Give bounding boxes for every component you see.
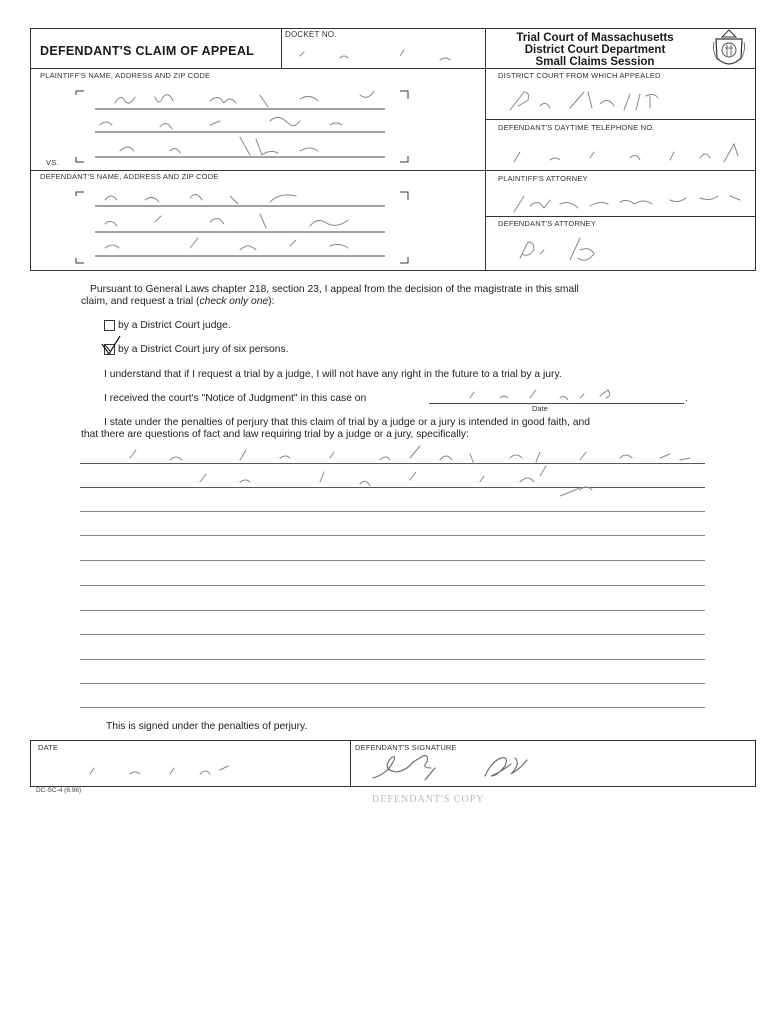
massachusetts-seal-icon bbox=[710, 28, 748, 70]
section-bottom-rule bbox=[30, 270, 756, 271]
received-text: I received the court's "Notice of Judgment" in this case on bbox=[104, 393, 367, 404]
explanation-line-6 bbox=[80, 585, 705, 586]
district-court-label: DISTRICT COURT FROM WHICH APPEALED bbox=[498, 71, 661, 80]
date-caption: Date bbox=[532, 404, 548, 413]
judge-checkbox[interactable] bbox=[104, 320, 115, 331]
plaintiff-attorney-entry bbox=[500, 186, 755, 216]
sig-top-rule bbox=[30, 740, 756, 741]
state-text-2: that there are questions of fact and law requiring trial by a judge or a jury, specifically: bbox=[81, 429, 469, 440]
mid-rule bbox=[30, 68, 756, 69]
pursuant-text-2b: ): bbox=[268, 296, 275, 307]
right-rule bbox=[755, 28, 756, 270]
date-entry bbox=[60, 758, 260, 782]
explanation-line-11 bbox=[80, 707, 705, 708]
check-only-one: check only one bbox=[199, 296, 269, 307]
court-line-1: Trial Court of Massachusetts bbox=[516, 32, 674, 44]
form-code: DC-SC-4 (6.96) bbox=[36, 787, 82, 794]
explanation-entry bbox=[80, 440, 705, 500]
explanation-line-7 bbox=[80, 610, 705, 611]
explanation-line-9 bbox=[80, 659, 705, 660]
signed-text: This is signed under the penalties of perjury. bbox=[106, 721, 308, 732]
right-row1 bbox=[485, 119, 756, 120]
docket-entry bbox=[290, 44, 480, 66]
judgment-date-entry bbox=[440, 386, 680, 404]
option-judge-label: by a District Court judge. bbox=[118, 320, 231, 331]
docket-divider bbox=[281, 28, 282, 68]
court-name bbox=[490, 32, 700, 68]
right-row2 bbox=[485, 170, 756, 171]
defendant-phone-label: DEFENDANT'S DAYTIME TELEPHONE NO. bbox=[498, 123, 655, 132]
right-row3 bbox=[485, 216, 756, 217]
explanation-line-8 bbox=[80, 634, 705, 635]
explanation-line-4 bbox=[80, 535, 705, 536]
plaintiff-attorney-label: PLAINTIFF'S ATTORNEY bbox=[498, 174, 588, 183]
defendant-address-block bbox=[60, 186, 420, 270]
vs-label: VS. bbox=[46, 158, 59, 167]
explanation-line-10 bbox=[80, 683, 705, 684]
option-jury-label: by a District Court jury of six persons. bbox=[118, 344, 289, 355]
court-line-3: Small Claims Session bbox=[535, 56, 655, 68]
sig-mid-rule bbox=[350, 740, 351, 787]
pursuant-text: Pursuant to General Laws chapter 218, section 23, I appeal from the decision of the magistrate in this small bbox=[90, 284, 579, 295]
pursuant-text-2 bbox=[81, 296, 274, 308]
sig-bottom-rule bbox=[30, 786, 756, 787]
sig-left-rule bbox=[30, 740, 31, 787]
received-period: . bbox=[685, 393, 688, 404]
defendant-signature bbox=[365, 748, 545, 786]
explanation-line-3 bbox=[80, 511, 705, 512]
copy-label: DEFENDANT'S COPY bbox=[372, 794, 485, 805]
understand-text: I understand that if I request a trial by a judge, I will not have any right in the future to a trial by a jury. bbox=[104, 369, 562, 380]
state-text-1: I state under the penalties of perjury that this claim of trial by a judge or a jury is intended in good faith, and bbox=[104, 417, 590, 428]
sig-right-rule bbox=[755, 740, 756, 787]
docket-label: DOCKET NO. bbox=[285, 30, 337, 39]
court-line-2: District Court Department bbox=[524, 44, 666, 56]
col-divider bbox=[485, 28, 486, 270]
defendant-attorney-label: DEFENDANT'S ATTORNEY bbox=[498, 219, 597, 228]
defendant-name-label: DEFENDANT'S NAME, ADDRESS AND ZIP CODE bbox=[40, 172, 219, 181]
form-title: DEFENDANT'S CLAIM OF APPEAL bbox=[40, 44, 255, 58]
signature-label: DEFENDANT'S SIGNATURE bbox=[355, 743, 457, 752]
explanation-line-5 bbox=[80, 560, 705, 561]
plaintiff-name-label: PLAINTIFF'S NAME, ADDRESS AND ZIP CODE bbox=[40, 71, 211, 80]
top-rule bbox=[30, 28, 756, 29]
defendant-attorney-entry bbox=[500, 230, 750, 268]
pursuant-text-2a: claim, and request a trial ( bbox=[81, 296, 200, 307]
plaintiff-address-block bbox=[60, 85, 420, 175]
date-label: DATE bbox=[38, 743, 59, 752]
district-court-entry bbox=[500, 82, 750, 118]
defendant-phone-entry bbox=[500, 138, 750, 168]
left-rule bbox=[30, 28, 31, 270]
